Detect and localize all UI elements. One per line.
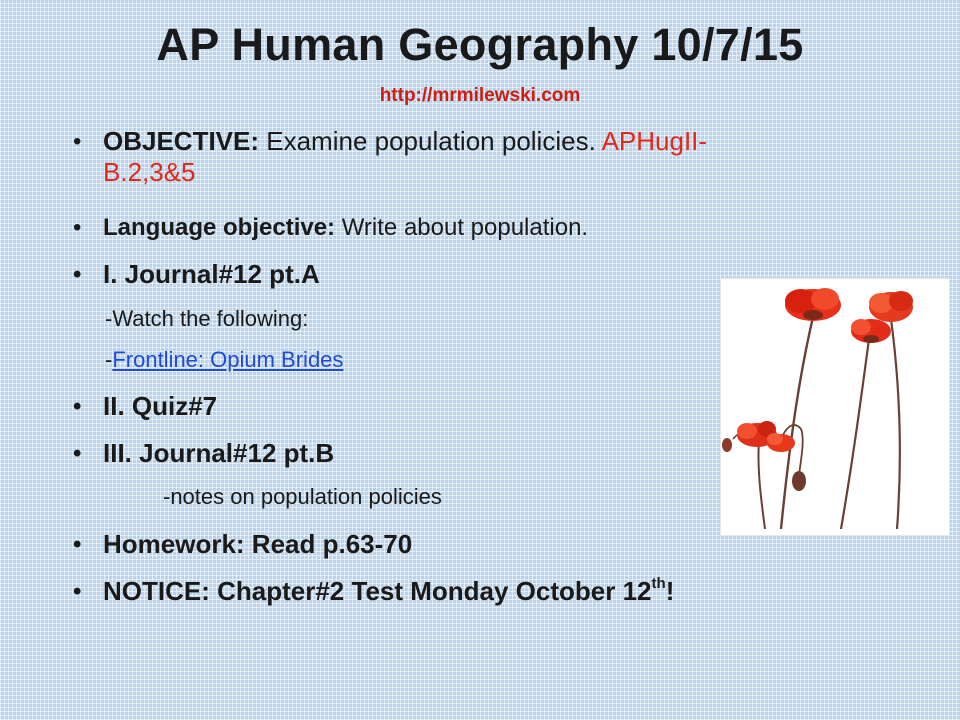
video-link-line: [105, 346, 343, 374]
objective-label: OBJECTIVE:: [103, 126, 260, 156]
language-objective-label: Language objective:: [103, 214, 336, 241]
bullet-quiz: • II. Quiz#7: [103, 391, 217, 422]
objective-code-2: B.2,3&5: [103, 157, 196, 187]
notice-superscript: th: [651, 575, 666, 593]
poppy-bloom-2: [869, 291, 913, 322]
notice-exclamation: !: [665, 576, 675, 606]
language-objective-text: Write about population.: [335, 214, 589, 241]
bullet-homework: • Homework: Read p.63-70: [103, 529, 412, 560]
objective-code-1: APHugII-: [601, 126, 708, 156]
bullet-journal-a: • I. Journal#12 pt.A: [103, 259, 320, 290]
poppy-bloom-3: [851, 319, 891, 343]
poppy-flowers-image: [720, 278, 950, 536]
slide-title: AP Human Geography 10/7/15: [156, 19, 804, 70]
bullet-notice: [103, 576, 674, 607]
bullet-journal-b: • III. Journal#12 pt.B: [103, 438, 334, 469]
notes-line: -notes on population policies: [163, 484, 442, 509]
website-url[interactable]: http://mrmilewski.com: [379, 85, 581, 106]
poppy-bloom-1: [785, 288, 841, 321]
bullet-objective: [103, 126, 923, 188]
poppy-bud: [792, 471, 806, 491]
objective-text: Examine population policies.: [259, 126, 602, 156]
bullet-language-objective: [103, 212, 588, 243]
watch-instruction: -Watch the following:: [105, 306, 309, 331]
frontline-opium-brides-link[interactable]: Frontline: Opium Brides: [112, 347, 344, 372]
video-link-prefix: -: [105, 347, 113, 372]
poppy-flowers-illustration: [721, 279, 949, 535]
notice-text: NOTICE: Chapter#2 Test Monday October 12: [103, 576, 652, 606]
